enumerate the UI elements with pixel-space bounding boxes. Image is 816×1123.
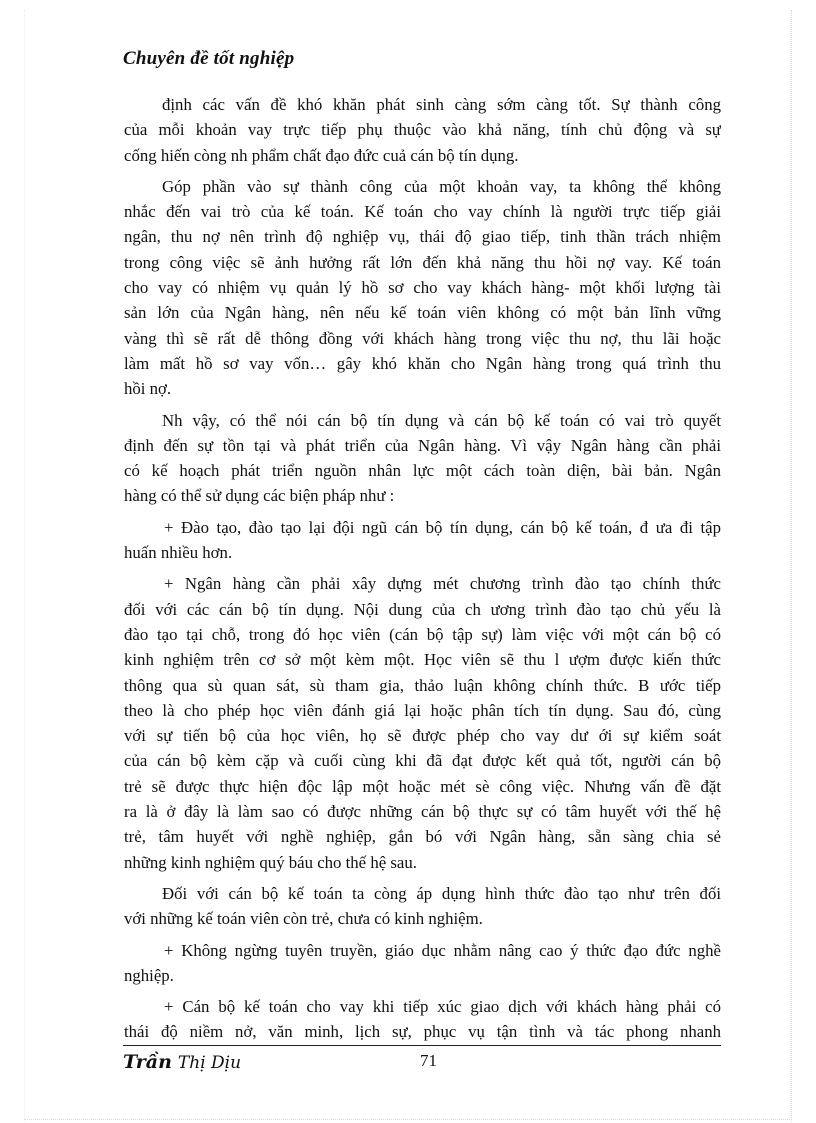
text-line: với những kế toán viên còn trẻ, chưa có kinh nghiệm. [124,909,483,929]
text-line: + Ngân hàng cần phải xây dựng mét chương trình đào tạo chính thức [164,574,721,594]
text-line: đào tạo tại chỗ, trong đó học viên (cán bộ tập sự) làm việc với một cán bộ có [124,624,721,644]
text-line: Đối với cán bộ kế toán ta còng áp dụng hình thức đào tạo như trên đối [162,883,721,903]
text-line: ra là ở đây là làm sao có được những cán bộ thực sự có tâm huyết với thế hệ [124,802,721,822]
text-line: cho vay có nhiệm vụ quản lý hồ sơ cho vay khách hàng- một khối lượng tài [124,278,721,298]
text-line: sản lớn của Ngân hàng, nên nếu kế toán viên không có một bản lĩnh vững [124,303,721,323]
text-line: những kinh nghiệm quý báu cho thế hệ sau. [124,852,417,872]
text-line: đối với các cán bộ tín dụng. Nội dung của ch ương trình đào tạo chủ yếu là [124,599,721,619]
text-line: của mỗi khoản vay trực tiếp phụ thuộc vào khả năng, tính chủ động và sự [124,120,721,140]
text-line: có kế hoạch phát triển nguồn nhân lực một cách toàn diện, bài bản. Ngân [124,461,721,481]
page-number: 71 [420,1051,437,1070]
text-line: thông qua sù quan sát, sù tham gia, thảo luận không chính thức. B ước tiếp [124,675,721,695]
text-line: làm mất hồ sơ vay vốn… gây khó khăn cho Ngân hàng trong quá trình thu [124,353,721,373]
text-line: nghiệp. [124,965,174,985]
text-line: định đến sự tồn tại và phát triển của Ngân hàng. Vì vậy Ngân hàng cần phải [124,435,721,455]
text-line: trẻ sẽ được thực hiện độc lập một hoặc mét sè công việc. Nhưng vấn đề đặt [124,776,721,796]
text-line: định các vấn đề khó khăn phát sinh càng sớm càng tốt. Sự thành công [162,95,721,114]
footer-author [123,1051,241,1073]
page-header-title: Chuyên đề tốt nghiệp [123,48,295,69]
text-line: Nh vậy, có thể nói cán bộ tín dụng và cán bộ kế toán có vai trò quyết [162,410,721,430]
text-line: + Đào tạo, đào tạo lại đội ngũ cán bộ tín dụng, cán bộ kế toán, đ ưa đi tập [164,517,721,537]
text-line: + Cán bộ kế toán cho vay khi tiếp xúc giao dịch với khách hàng phải có [164,997,721,1017]
text-line: hồi nợ. [124,379,172,399]
text-line: hàng có thể sử dụng các biện pháp như : [124,486,395,506]
text-line: trẻ, tâm huyết với nghề nghiệp, gắn bó với Ngân hàng, sẵn sàng chia sẻ [124,827,721,847]
body-text [124,92,721,1045]
text-line: nhắc đến vai trò của kế toán. Kế toán cho vay chính là người trực tiếp giải [124,202,721,222]
author-surname: Trần [123,1051,172,1073]
text-line: ngân, thu nợ nên trình độ nghiệp vụ, thái độ giao tiếp, tinh thần trách nhiệm [124,227,721,247]
text-line: cống hiến còng nh phẩm chất đạo đức cuả cán bộ tín dụng. [124,145,519,165]
text-line: với sự tiến bộ của học viên, họ sẽ được phép cho vay dư ới sự kiểm soát [124,726,721,746]
text-line: trong công việc sẽ ảnh hưởng rất lớn đến khả năng thu hồi nợ vay. Kế toán [124,252,721,272]
text-line: của cán bộ kèm cặp và cuối cùng khi đã đạt được kết quả tốt, người cán bộ [124,751,721,771]
footer-divider [123,1045,721,1046]
text-line: theo là cho phép học viên đánh giá lại hoặc phân tích tín dụng. Sau đó, cùng [124,700,721,720]
text-line: vàng thì sẽ rất dễ thông đồng với khách hàng trong việc thu nợ, thu lãi hoặc [124,328,721,348]
text-line: huấn nhiều hơn. [124,543,233,563]
text-line: + Không ngừng tuyên truyền, giáo dục nhằm nâng cao ý thức đạo đức nghề [164,940,721,960]
text-line: Góp phần vào sự thành công của một khoản vay, ta không thể không [162,176,721,196]
text-line: thái độ niềm nở, văn minh, lịch sự, phục vụ tận tình và tác phong nhanh [124,1022,721,1042]
page-bottom-edge [24,1119,790,1120]
author-given-name: Thị Dịu [177,1053,242,1073]
text-line: kinh nghiệm trên cơ sở một kèm một. Học viên sẽ thu l ượm được kiến thức [124,650,721,670]
